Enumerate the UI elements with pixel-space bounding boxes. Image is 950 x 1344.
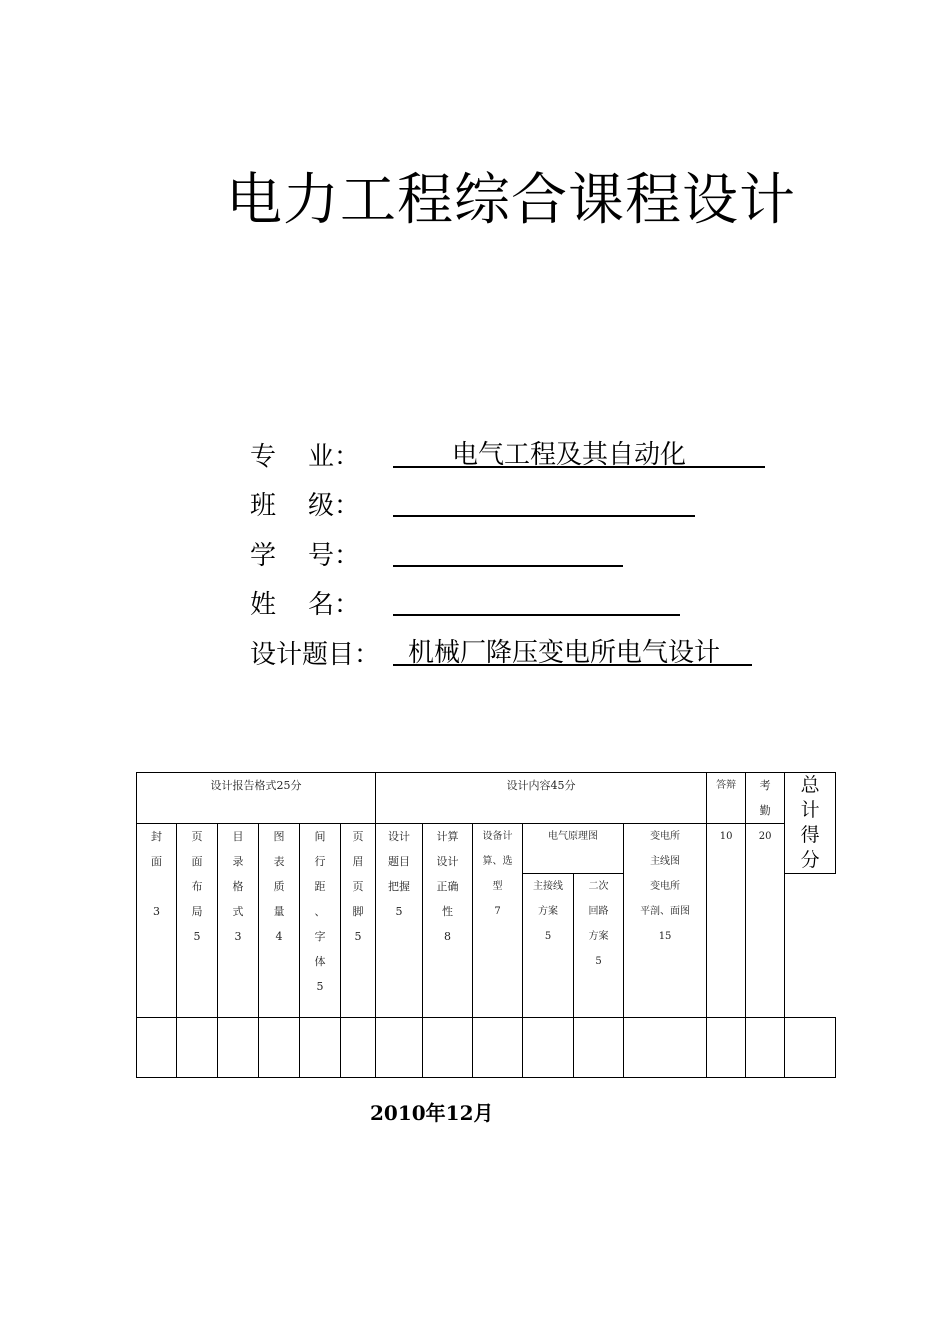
major-label-b: 业：	[308, 442, 361, 472]
cell-line: 格	[232, 880, 244, 893]
cell-line: 5	[193, 930, 201, 943]
score-cell[interactable]	[300, 1018, 341, 1078]
cell-line: 眉	[352, 855, 364, 868]
score-cell[interactable]	[707, 1018, 746, 1078]
cell-line: 总	[800, 774, 820, 796]
topic-label: 设计题目：	[250, 640, 381, 670]
class-label-b: 级：	[308, 491, 361, 521]
cell-line: 主线图	[650, 856, 681, 867]
name-label-a: 姓	[250, 590, 277, 620]
cell-line: 5	[354, 930, 362, 943]
cell-line: 勤	[759, 804, 771, 817]
cell-line: 方案	[588, 931, 609, 942]
class-value-line[interactable]	[393, 485, 695, 517]
cell-line: 质	[273, 880, 285, 893]
cell-line: 3	[153, 905, 160, 918]
cell-line: 面	[191, 855, 203, 868]
cell-line: 行	[314, 855, 326, 868]
cell-line: 二次	[588, 881, 609, 892]
header-design-content: 设计内容45分	[376, 773, 707, 824]
cell-line: 5	[595, 956, 602, 967]
cell-line: 算、选	[482, 856, 513, 867]
cell-line: 回路	[588, 906, 609, 917]
cell-line: 变电所	[650, 881, 681, 892]
col-main-wiring	[523, 874, 574, 1018]
score-cell[interactable]	[574, 1018, 624, 1078]
cell-line: 主接线	[533, 881, 564, 892]
score-cell[interactable]	[473, 1018, 523, 1078]
cell-line: 字	[314, 930, 326, 943]
cell-line: 录	[232, 855, 244, 868]
score-cell[interactable]	[523, 1018, 574, 1078]
document-date: 2010年12月	[370, 1101, 494, 1125]
cell-line: 把握	[388, 880, 411, 893]
name-label-b: 名：	[308, 590, 361, 620]
document-title: 电力工程综合课程设计	[226, 168, 796, 233]
score-cell[interactable]	[341, 1018, 376, 1078]
cell-line: 考	[759, 779, 771, 792]
score-cell[interactable]	[746, 1018, 785, 1078]
cell-line: 3	[234, 930, 242, 943]
cell-line: 得	[800, 824, 820, 846]
cell-line: 封	[151, 830, 162, 843]
id-label-a: 学	[250, 541, 277, 571]
field-topic	[250, 634, 721, 671]
score-cell[interactable]	[137, 1018, 177, 1078]
major-value: 电气工程及其自动化	[452, 440, 687, 470]
header-report-format: 设计报告格式25分	[137, 773, 376, 824]
cell-line: 设计	[388, 830, 411, 843]
header-attendance	[746, 773, 785, 824]
field-class	[250, 485, 390, 522]
col-cover	[137, 824, 177, 1018]
field-name	[250, 584, 390, 621]
score-cell[interactable]	[259, 1018, 300, 1078]
cell-line: 表	[273, 855, 285, 868]
cell-line: 5	[395, 905, 403, 918]
name-value-line[interactable]	[393, 584, 680, 616]
score-cell[interactable]	[218, 1018, 259, 1078]
cell-line: 间	[314, 830, 326, 843]
id-value-line[interactable]	[393, 535, 623, 567]
cell-line: 设计	[436, 855, 459, 868]
topic-value: 机械厂降压变电所电气设计	[408, 638, 721, 668]
col-design-topic	[376, 824, 423, 1018]
cell-line: 4	[275, 930, 283, 943]
cell-line: 图	[273, 830, 285, 843]
cell-line: 型	[492, 881, 503, 892]
col-equipment	[473, 824, 523, 1018]
id-label-b: 号：	[308, 541, 361, 571]
grading-table	[136, 772, 836, 1078]
major-value-line[interactable]	[393, 436, 765, 468]
cell-line: 性	[442, 905, 454, 918]
cell-line: 设备计	[482, 831, 513, 842]
defense-score: 10	[707, 824, 746, 1018]
cell-line: 计算	[436, 830, 459, 843]
header-total-score	[785, 773, 836, 874]
field-student-id	[250, 535, 390, 572]
cell-line: 页	[191, 830, 203, 843]
cell-line: 面	[151, 855, 162, 868]
col-schematic: 电气原理图	[523, 824, 624, 874]
major-label-a: 专	[250, 442, 277, 472]
score-cell[interactable]	[785, 1018, 836, 1078]
cell-line: 布	[191, 880, 203, 893]
cell-line: 页	[352, 880, 364, 893]
cell-line: 式	[232, 905, 244, 918]
cell-line: 平剖、面图	[640, 906, 691, 917]
cell-line: 5	[316, 980, 324, 993]
cell-line: 7	[494, 906, 501, 917]
cell-line: 正确	[436, 880, 459, 893]
cell-line: 8	[444, 930, 452, 943]
score-cell[interactable]	[624, 1018, 707, 1078]
cell-line: 15	[658, 931, 672, 942]
cell-line: 题目	[388, 855, 411, 868]
col-figure-quality	[259, 824, 300, 1018]
score-cell[interactable]	[376, 1018, 423, 1078]
cell-line: 、	[314, 905, 326, 918]
cell-line: 页	[352, 830, 364, 843]
col-page-layout	[177, 824, 218, 1018]
cell-line: 分	[800, 849, 820, 871]
topic-value-line[interactable]	[393, 634, 752, 666]
cell-line	[137, 874, 176, 899]
cell-line: 量	[273, 905, 285, 918]
score-row	[137, 1018, 836, 1078]
cell-line: 目	[232, 830, 244, 843]
cell-line: 变电所	[650, 831, 681, 842]
cell-line: 5	[544, 931, 552, 942]
col-header-footer	[341, 824, 376, 1018]
cell-line: 体	[314, 955, 326, 968]
class-label-a: 班	[250, 491, 277, 521]
header-defense: 答辩	[707, 773, 746, 824]
col-secondary-loop	[574, 874, 624, 1018]
score-cell[interactable]	[177, 1018, 218, 1078]
field-major	[250, 436, 687, 473]
cell-line: 方案	[538, 906, 559, 917]
cell-line: 局	[191, 905, 203, 918]
cell-line: 计	[800, 799, 820, 821]
col-toc-format	[218, 824, 259, 1018]
cell-line: 距	[314, 880, 326, 893]
col-calc-design	[423, 824, 473, 1018]
cell-line: 脚	[352, 905, 364, 918]
col-spacing-font	[300, 824, 341, 1018]
attendance-score: 20	[746, 824, 785, 1018]
col-substation	[624, 824, 707, 1018]
score-cell[interactable]	[423, 1018, 473, 1078]
